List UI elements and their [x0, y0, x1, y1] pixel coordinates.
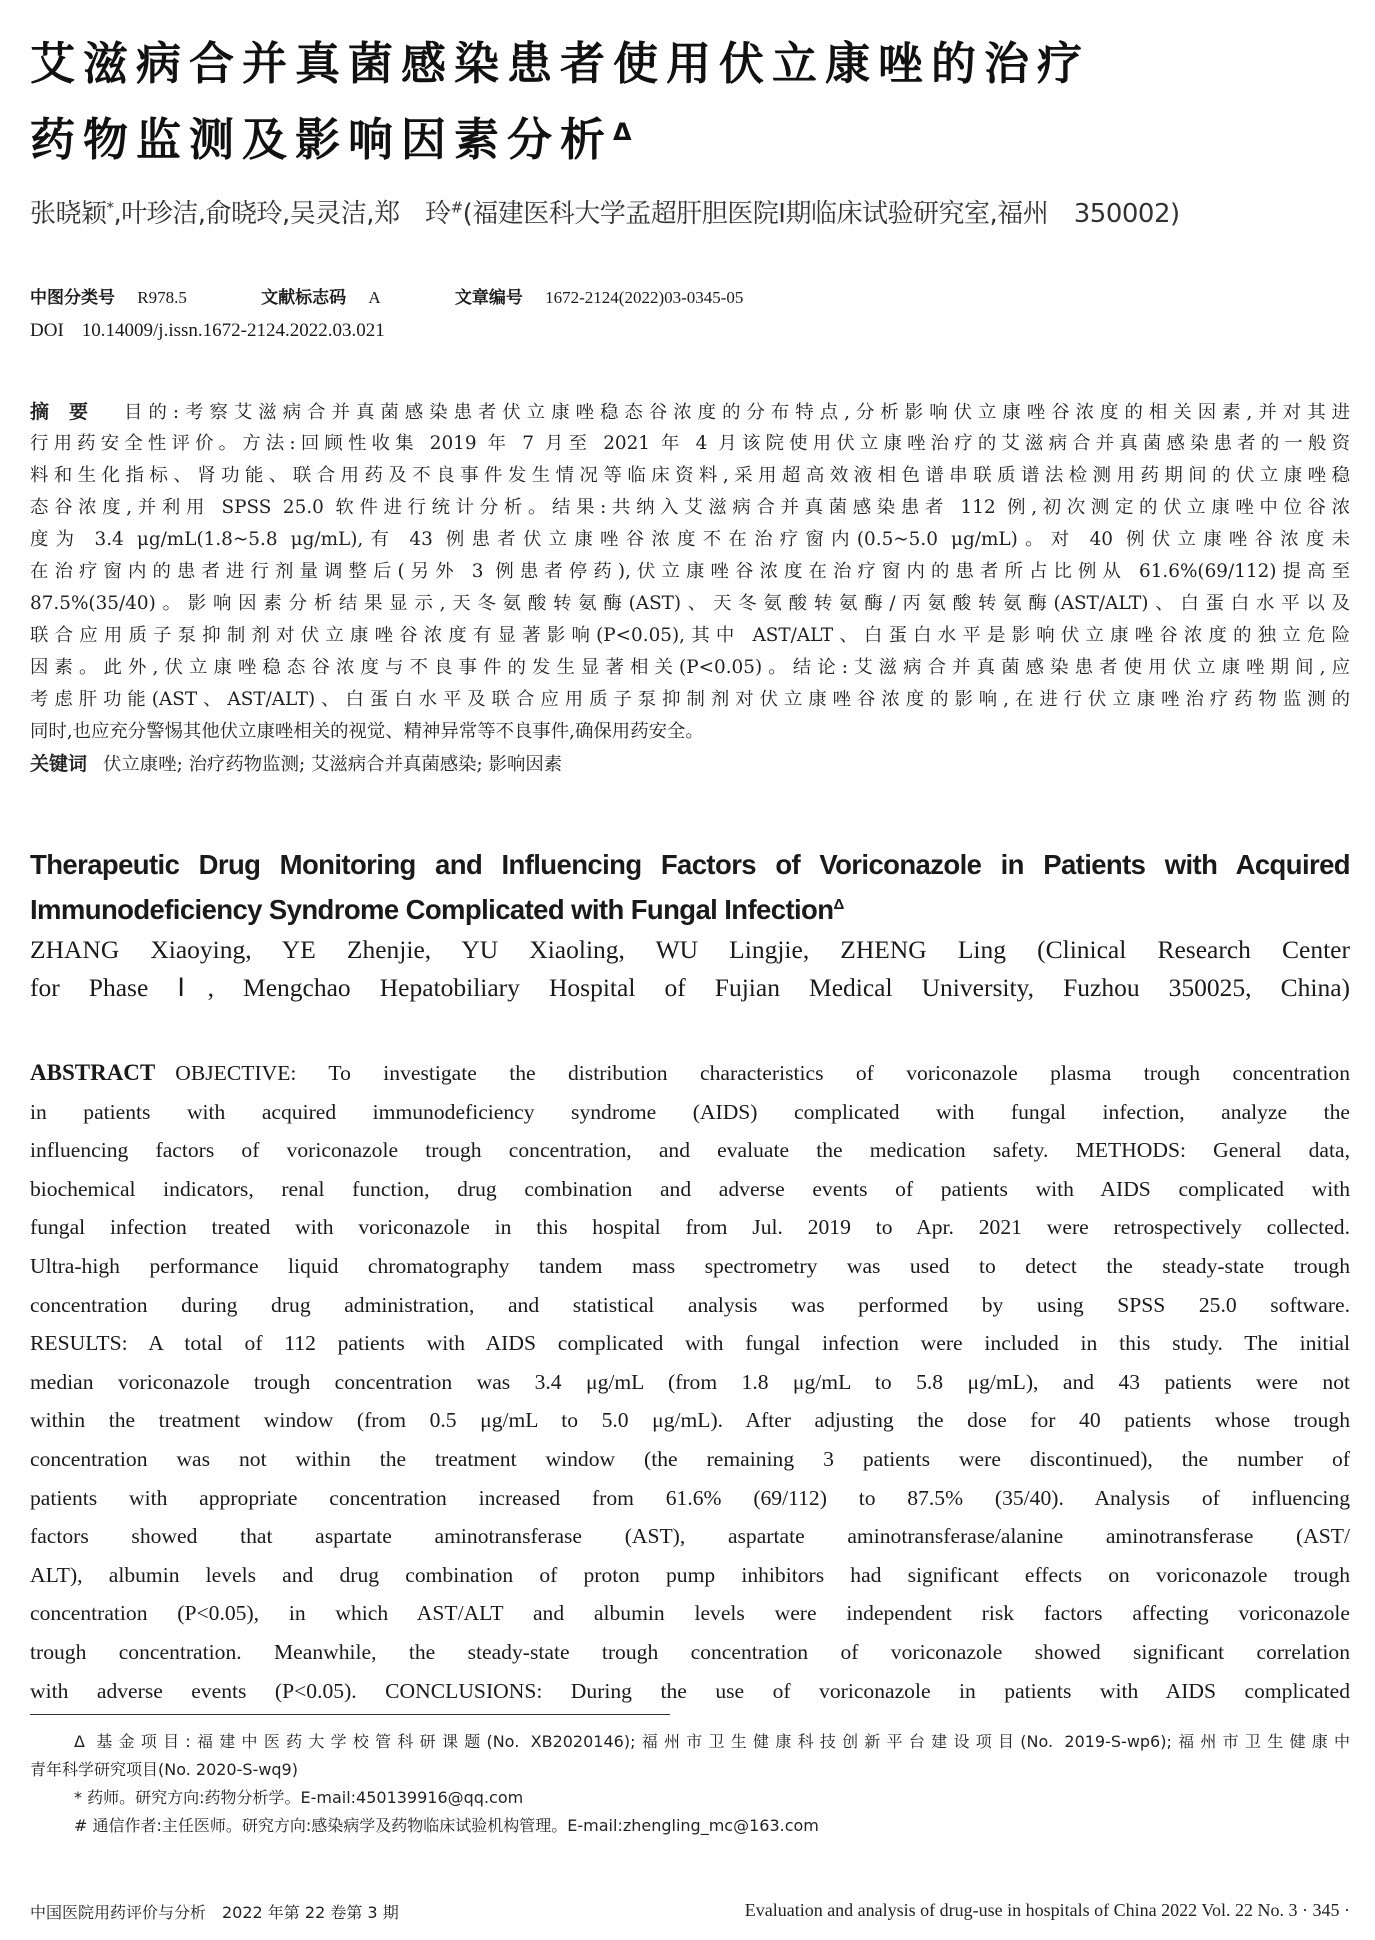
- abstract-en-line: concentration was not within the treatment window (the remaining 3 patients were discontinued), the number of: [30, 1447, 1350, 1471]
- footnote-divider: [30, 1714, 670, 1715]
- footnote-corresponding: # 通信作者:主任医师。研究方向:感染病学及药物临床试验机构管理。E-mail:zhengling_mc@163.com: [74, 1816, 819, 1835]
- abstract-en-line: RESULTS: A total of 112 patients with AIDS complicated with fungal infection were included in this study. The initial: [30, 1331, 1350, 1356]
- keywords-cn: [30, 749, 1350, 779]
- doi-row: [30, 320, 385, 342]
- footnote-fund-line2: 青年科学研究项目(No. 2020-S-wq9): [30, 1760, 298, 1779]
- abstract-en-line: concentration during drug administration, and statistical analysis was performed by using SPSS 25.0 software.: [30, 1292, 1350, 1317]
- abstract-en-line: median voriconazole trough concentration was 3.4 μg/mL (from 1.8 μg/mL to 5.8 μg/mL), and 43 patients were not: [30, 1369, 1350, 1394]
- doi-label: DOI: [30, 320, 64, 341]
- abstract-en-line: Ultra-high performance liquid chromatography tandem mass spectrometry was used to detect the steady-state trough: [30, 1254, 1350, 1278]
- abstract-cn-line: 态谷浓度,并利用 SPSS 25.0 软件进行统计分析。结果:共纳入艾滋病合并真菌感染患者 112 例,初次测定的伏立康唑中位谷浓: [30, 497, 1350, 518]
- abstract-en-line: trough concentration. Meanwhile, the steady-state trough concentration of voriconazole showed significant correlation: [30, 1640, 1350, 1664]
- abstract-en-line: ALT), albumin levels and drug combination of proton pump inhibitors had significant effects on voriconazole trough: [30, 1562, 1350, 1587]
- title-cn-line2: 药物监测及影响因素分析$^\Delta$: [30, 113, 632, 166]
- abstract-en-line: in patients with acquired immunodeficiency syndrome (AIDS) complicated with fungal infection, analyze the: [30, 1099, 1350, 1124]
- keywords-label: 关键词: [30, 753, 88, 775]
- abstract-en-line: fungal infection treated with voriconazole in this hospital from Jul. 2019 to Apr. 2021 were retrospectively collected.: [30, 1215, 1350, 1240]
- doc-code-value: A: [368, 288, 381, 307]
- affiliation-cn: (福建医科大学孟超肝胆医院Ⅰ期临床试验研究室,福州 350002): [462, 199, 1180, 229]
- footnote-first-author: * 药师。研究方向:药物分析学。E-mail:450139916@qq.com: [74, 1788, 524, 1807]
- keywords-value: 伏立康唑; 治疗药物监测; 艾滋病合并真菌感染; 影响因素: [103, 754, 563, 775]
- authors-en-line2: for Phase Ⅰ, Mengchao Hepatobiliary Hospital of Fujian Medical University, Fuzhou 350025, China): [30, 973, 1350, 1002]
- abstract-en-line: factors showed that aspartate aminotransferase (AST), aspartate aminotransferase/alanine aminotransferase (AST/: [30, 1524, 1350, 1549]
- clc-value: R978.5: [137, 288, 187, 307]
- abstract-cn-line: 87.5%(35/40)。影响因素分析结果显示,天冬氨酸转氨酶(AST)、天冬氨酸转氨酶/丙氨酸转氨酶(AST/ALT)、白蛋白水平以及: [30, 593, 1350, 614]
- abstract-cn-line: 料和生化指标、肾功能、联合用药及不良事件发生情况等临床资料,采用超高效液相色谱串联质谱法检测用药期间的伏立康唑稳: [30, 465, 1350, 486]
- fund-mark: Δ: [613, 118, 632, 146]
- abstract-en-label: ABSTRACT: [30, 1060, 156, 1085]
- abstract-cn-line: 因素。此外,伏立康唑稳态谷浓度与不良事件的发生显著相关(P<0.05)。结论:艾滋病合并真菌感染患者使用伏立康唑期间,应: [30, 657, 1350, 678]
- footnote-fund-line1: Δ 基金项目:福建中医药大学校管科研课题(No. XB2020146);福州市卫生健康科技创新平台建设项目(No. 2019-S-wp6);福州市卫生健康中: [74, 1732, 1350, 1751]
- authors-cn: 张晓颖*,叶珍洁,俞晓玲,吴灵洁,郑 玲#(福建医科大学孟超肝胆医院Ⅰ期临床试验研究室,福州 350002): [30, 198, 1180, 229]
- article-no-label: 文章编号: [454, 288, 523, 308]
- article-no-value: 1672-2124(2022)03-0345-05: [545, 288, 744, 307]
- abstract-cn-label: 摘要: [30, 401, 109, 423]
- title-cn-line1: 艾滋病合并真菌感染患者使用伏立康唑的治疗: [30, 37, 1091, 90]
- abstract-cn-line: 考虑肝功能(AST、AST/ALT)、白蛋白水平及联合应用质子泵抑制剂对伏立康唑谷浓度的影响,在进行伏立康唑治疗药物监测的: [30, 689, 1350, 710]
- journal-cn: 中国医院用药评价与分析 2022 年第 22 卷第 3 期: [30, 1903, 399, 1922]
- authors-en-line1: ZHANG Xiaoying, YE Zhenjie, YU Xiaoling, WU Lingjie, ZHENG Ling (Clinical Research Center: [30, 935, 1350, 964]
- abstract-en-line: influencing factors of voriconazole trough concentration, and evaluate the medication safety. METHODS: General data,: [30, 1138, 1350, 1163]
- doc-code-label: 文献标志码: [261, 288, 347, 308]
- abstract-cn-line: 在治疗窗内的患者进行剂量调整后(另外 3 例患者停药),伏立康唑谷浓度在治疗窗内的患者所占比例从 61.6%(69/112)提高至: [30, 561, 1350, 582]
- abstract-cn-line: 同时,也应充分警惕其他伏立康唑相关的视觉、精神异常等不良事件,确保用药安全。: [30, 721, 704, 742]
- abstract-cn-line: 度为 3.4 μg/mL(1.8~5.8 μg/mL),有 43 例患者伏立康唑谷浓度不在治疗窗内(0.5~5.0 μg/mL)。对 40 例伏立康唑谷浓度未: [30, 529, 1350, 550]
- abstract-en-line: within the treatment window (from 0.5 μg/mL to 5.0 μg/mL). After adjusting the dose for 40 patients whose trough: [30, 1408, 1350, 1433]
- journal-en: Evaluation and analysis of drug-use in hospitals of China 2022 Vol. 22 No. 3 · 345 ·: [744, 1900, 1350, 1920]
- abstract-cn-line: 摘要 目的:考察艾滋病合并真菌感染患者伏立康唑稳态谷浓度的分布特点,分析影响伏立康唑谷浓度的相关因素,并对其进: [30, 401, 1350, 423]
- abstract-cn-line: 联合应用质子泵抑制剂对伏立康唑谷浓度有显著影响(P<0.05),其中 AST/ALT、白蛋白水平是影响伏立康唑谷浓度的独立危险: [30, 625, 1350, 646]
- title-en-line2: Immunodeficiency Syndrome Complicated with Fungal Infection$^\Delta$: [30, 894, 844, 926]
- abstract-en-line: patients with appropriate concentration increased from 61.6% (69/112) to 87.5% (35/40). Analysis of influencing: [30, 1485, 1350, 1510]
- doi-value[interactable]: 10.14009/j.issn.1672-2124.2022.03.021: [81, 320, 385, 341]
- classification-row: [30, 283, 761, 308]
- abstract-en-line: biochemical indicators, renal function, drug combination and adverse events of patients with AIDS complicated with: [30, 1176, 1350, 1201]
- title-en-line1: Therapeutic Drug Monitoring and Influencing Factors of Voriconazole in Patients with Acquired: [30, 849, 1350, 880]
- abstract-en-line: with adverse events (P<0.05). CONCLUSIONS: During the use of voriconazole in patients with AIDS complicated: [30, 1678, 1350, 1703]
- abstract-en-line: concentration (P<0.05), in which AST/ALT and albumin levels were independent risk factors affecting voriconazole: [30, 1601, 1350, 1626]
- fund-mark: Δ: [833, 896, 844, 913]
- abstract-en-line: ABSTRACT OBJECTIVE: To investigate the distribution characteristics of voriconazole plasma trough concentration: [30, 1060, 1350, 1085]
- abstract-cn-line: 行用药安全性评价。方法:回顾性收集 2019 年 7 月至 2021 年 4 月该院使用伏立康唑治疗的艾滋病合并真菌感染患者的一般资: [30, 433, 1350, 454]
- clc-label: 中图分类号: [30, 288, 115, 308]
